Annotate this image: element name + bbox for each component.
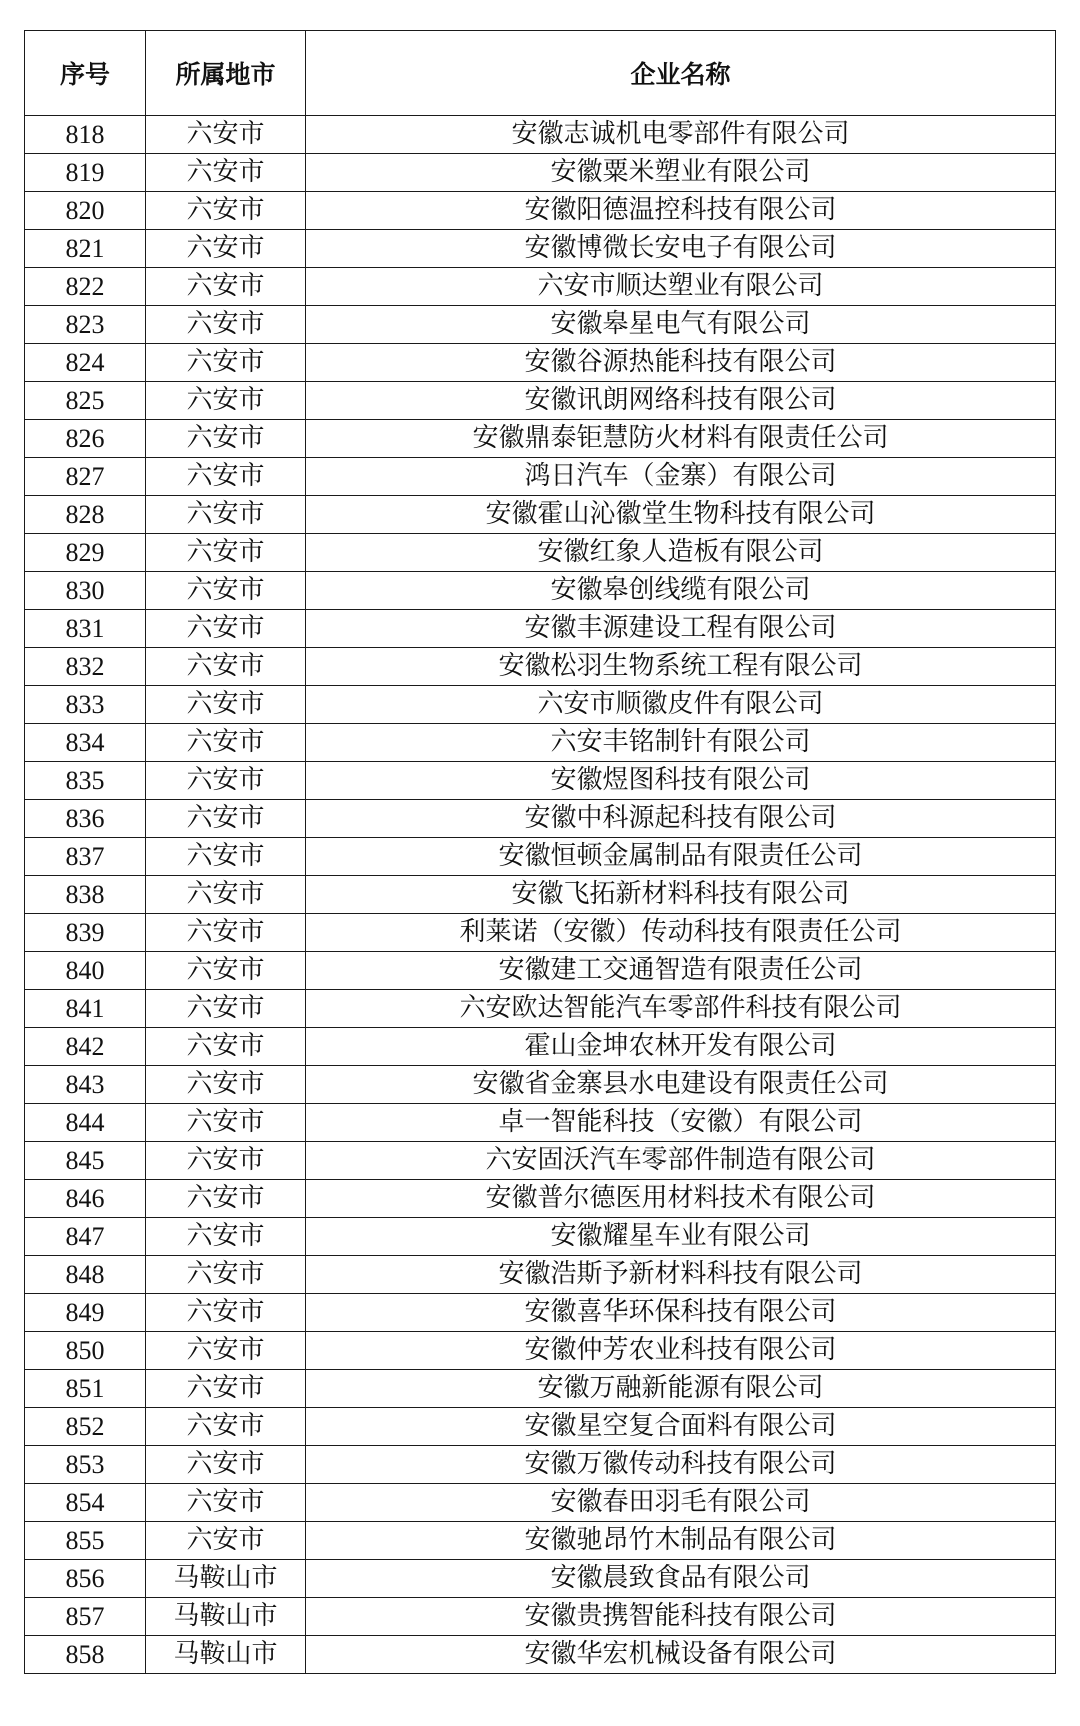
cell-company: 安徽讯朗网络科技有限公司 (306, 382, 1056, 420)
company-table (24, 30, 1056, 1674)
cell-city: 六安市 (146, 1066, 306, 1104)
cell-city: 六安市 (146, 1370, 306, 1408)
cell-index: 847 (25, 1218, 146, 1256)
column-header-city: 所属地市 (146, 31, 306, 116)
cell-index: 855 (25, 1522, 146, 1560)
table-row (25, 1332, 1056, 1370)
cell-city: 马鞍山市 (146, 1598, 306, 1636)
cell-company: 安徽省金寨县水电建设有限责任公司 (306, 1066, 1056, 1104)
table-row (25, 306, 1056, 344)
cell-index: 822 (25, 268, 146, 306)
cell-city: 六安市 (146, 458, 306, 496)
cell-city: 六安市 (146, 154, 306, 192)
cell-index: 843 (25, 1066, 146, 1104)
cell-index: 842 (25, 1028, 146, 1066)
cell-company: 安徽普尔德医用材料技术有限公司 (306, 1180, 1056, 1218)
cell-index: 818 (25, 116, 146, 154)
cell-company: 安徽志诚机电零部件有限公司 (306, 116, 1056, 154)
cell-index: 828 (25, 496, 146, 534)
table-row (25, 382, 1056, 420)
cell-city: 六安市 (146, 762, 306, 800)
cell-company: 安徽阳德温控科技有限公司 (306, 192, 1056, 230)
table-row (25, 116, 1056, 154)
cell-city: 六安市 (146, 686, 306, 724)
table-row (25, 154, 1056, 192)
cell-index: 821 (25, 230, 146, 268)
cell-index: 838 (25, 876, 146, 914)
cell-company: 霍山金坤农林开发有限公司 (306, 1028, 1056, 1066)
cell-company: 安徽耀星车业有限公司 (306, 1218, 1056, 1256)
cell-city: 六安市 (146, 1104, 306, 1142)
cell-company: 安徽浩斯予新材料科技有限公司 (306, 1256, 1056, 1294)
cell-city: 六安市 (146, 838, 306, 876)
cell-company: 六安固沃汽车零部件制造有限公司 (306, 1142, 1056, 1180)
cell-company: 鸿日汽车（金寨）有限公司 (306, 458, 1056, 496)
cell-company: 六安市顺达塑业有限公司 (306, 268, 1056, 306)
table-row (25, 952, 1056, 990)
cell-company: 安徽博微长安电子有限公司 (306, 230, 1056, 268)
cell-city: 六安市 (146, 1142, 306, 1180)
cell-index: 844 (25, 1104, 146, 1142)
table-row (25, 1066, 1056, 1104)
cell-city: 六安市 (146, 382, 306, 420)
table-row (25, 1142, 1056, 1180)
cell-index: 841 (25, 990, 146, 1028)
table-row (25, 648, 1056, 686)
table-row (25, 1370, 1056, 1408)
cell-city: 六安市 (146, 268, 306, 306)
table-row (25, 1104, 1056, 1142)
cell-city: 六安市 (146, 952, 306, 990)
cell-company: 安徽鼎泰钜慧防火材料有限责任公司 (306, 420, 1056, 458)
cell-city: 六安市 (146, 1294, 306, 1332)
cell-index: 826 (25, 420, 146, 458)
cell-city: 六安市 (146, 914, 306, 952)
cell-index: 836 (25, 800, 146, 838)
table-row (25, 344, 1056, 382)
cell-company: 安徽华宏机械设备有限公司 (306, 1636, 1056, 1674)
cell-company: 安徽皋创线缆有限公司 (306, 572, 1056, 610)
cell-city: 六安市 (146, 496, 306, 534)
cell-company: 卓一智能科技（安徽）有限公司 (306, 1104, 1056, 1142)
table-row (25, 268, 1056, 306)
cell-city: 六安市 (146, 534, 306, 572)
cell-index: 845 (25, 1142, 146, 1180)
cell-city: 六安市 (146, 876, 306, 914)
table-row (25, 914, 1056, 952)
cell-city: 六安市 (146, 1408, 306, 1446)
cell-index: 829 (25, 534, 146, 572)
table-row (25, 458, 1056, 496)
table-row (25, 876, 1056, 914)
table-body (25, 116, 1056, 1674)
table-header (25, 31, 1056, 116)
cell-company: 安徽松羽生物系统工程有限公司 (306, 648, 1056, 686)
table-row (25, 192, 1056, 230)
header-row (25, 31, 1056, 116)
cell-company: 安徽皋星电气有限公司 (306, 306, 1056, 344)
cell-index: 831 (25, 610, 146, 648)
table-row (25, 990, 1056, 1028)
cell-company: 安徽贵携智能科技有限公司 (306, 1598, 1056, 1636)
cell-index: 839 (25, 914, 146, 952)
cell-index: 846 (25, 1180, 146, 1218)
cell-city: 六安市 (146, 230, 306, 268)
table-row (25, 686, 1056, 724)
company-list-document (24, 30, 1055, 1674)
cell-company: 安徽飞拓新材料科技有限公司 (306, 876, 1056, 914)
cell-index: 857 (25, 1598, 146, 1636)
table-row (25, 1180, 1056, 1218)
cell-company: 安徽驰昂竹木制品有限公司 (306, 1522, 1056, 1560)
cell-city: 六安市 (146, 116, 306, 154)
cell-company: 安徽仲芳农业科技有限公司 (306, 1332, 1056, 1370)
table-row (25, 230, 1056, 268)
table-row (25, 838, 1056, 876)
cell-index: 827 (25, 458, 146, 496)
cell-company: 安徽恒顿金属制品有限责任公司 (306, 838, 1056, 876)
cell-city: 六安市 (146, 724, 306, 762)
cell-city: 六安市 (146, 800, 306, 838)
table-row (25, 610, 1056, 648)
cell-company: 利莱诺（安徽）传动科技有限责任公司 (306, 914, 1056, 952)
cell-city: 马鞍山市 (146, 1560, 306, 1598)
cell-company: 安徽星空复合面料有限公司 (306, 1408, 1056, 1446)
cell-index: 820 (25, 192, 146, 230)
cell-index: 854 (25, 1484, 146, 1522)
cell-index: 837 (25, 838, 146, 876)
cell-city: 六安市 (146, 1446, 306, 1484)
cell-company: 安徽煜图科技有限公司 (306, 762, 1056, 800)
table-row (25, 1408, 1056, 1446)
table-row (25, 1560, 1056, 1598)
cell-city: 六安市 (146, 610, 306, 648)
cell-index: 825 (25, 382, 146, 420)
cell-city: 六安市 (146, 1180, 306, 1218)
table-row (25, 1218, 1056, 1256)
cell-city: 六安市 (146, 344, 306, 382)
cell-company: 安徽建工交通智造有限责任公司 (306, 952, 1056, 990)
table-row (25, 496, 1056, 534)
cell-company: 安徽万融新能源有限公司 (306, 1370, 1056, 1408)
cell-city: 六安市 (146, 306, 306, 344)
cell-company: 安徽万徽传动科技有限公司 (306, 1446, 1056, 1484)
cell-index: 850 (25, 1332, 146, 1370)
table-row (25, 420, 1056, 458)
cell-index: 824 (25, 344, 146, 382)
cell-index: 833 (25, 686, 146, 724)
table-row (25, 534, 1056, 572)
cell-company: 六安丰铭制针有限公司 (306, 724, 1056, 762)
cell-index: 851 (25, 1370, 146, 1408)
cell-city: 六安市 (146, 1484, 306, 1522)
cell-company: 安徽红象人造板有限公司 (306, 534, 1056, 572)
cell-city: 六安市 (146, 1028, 306, 1066)
cell-company: 安徽晨致食品有限公司 (306, 1560, 1056, 1598)
cell-city: 六安市 (146, 192, 306, 230)
cell-index: 849 (25, 1294, 146, 1332)
table-row (25, 1484, 1056, 1522)
cell-index: 835 (25, 762, 146, 800)
table-row (25, 1028, 1056, 1066)
cell-index: 848 (25, 1256, 146, 1294)
cell-company: 安徽春田羽毛有限公司 (306, 1484, 1056, 1522)
cell-index: 856 (25, 1560, 146, 1598)
cell-index: 834 (25, 724, 146, 762)
table-row (25, 572, 1056, 610)
cell-company: 安徽丰源建设工程有限公司 (306, 610, 1056, 648)
cell-city: 六安市 (146, 1332, 306, 1370)
table-row (25, 1294, 1056, 1332)
table-row (25, 1522, 1056, 1560)
cell-city: 六安市 (146, 420, 306, 458)
cell-city: 六安市 (146, 1256, 306, 1294)
table-row (25, 1636, 1056, 1674)
cell-company: 六安市顺徽皮件有限公司 (306, 686, 1056, 724)
cell-city: 六安市 (146, 1522, 306, 1560)
cell-city: 六安市 (146, 1218, 306, 1256)
cell-city: 六安市 (146, 990, 306, 1028)
cell-index: 852 (25, 1408, 146, 1446)
table-row (25, 1256, 1056, 1294)
table-row (25, 724, 1056, 762)
cell-index: 832 (25, 648, 146, 686)
cell-company: 安徽霍山沁徽堂生物科技有限公司 (306, 496, 1056, 534)
cell-index: 830 (25, 572, 146, 610)
cell-index: 853 (25, 1446, 146, 1484)
cell-city: 六安市 (146, 572, 306, 610)
cell-city: 马鞍山市 (146, 1636, 306, 1674)
cell-company: 安徽中科源起科技有限公司 (306, 800, 1056, 838)
cell-index: 840 (25, 952, 146, 990)
cell-index: 858 (25, 1636, 146, 1674)
cell-index: 823 (25, 306, 146, 344)
table-row (25, 1446, 1056, 1484)
table-row (25, 1598, 1056, 1636)
cell-city: 六安市 (146, 648, 306, 686)
cell-company: 安徽谷源热能科技有限公司 (306, 344, 1056, 382)
table-row (25, 762, 1056, 800)
table-row (25, 800, 1056, 838)
cell-company: 六安欧达智能汽车零部件科技有限公司 (306, 990, 1056, 1028)
column-header-index: 序号 (25, 31, 146, 116)
cell-company: 安徽粟米塑业有限公司 (306, 154, 1056, 192)
cell-index: 819 (25, 154, 146, 192)
column-header-company: 企业名称 (306, 31, 1056, 116)
cell-company: 安徽喜华环保科技有限公司 (306, 1294, 1056, 1332)
